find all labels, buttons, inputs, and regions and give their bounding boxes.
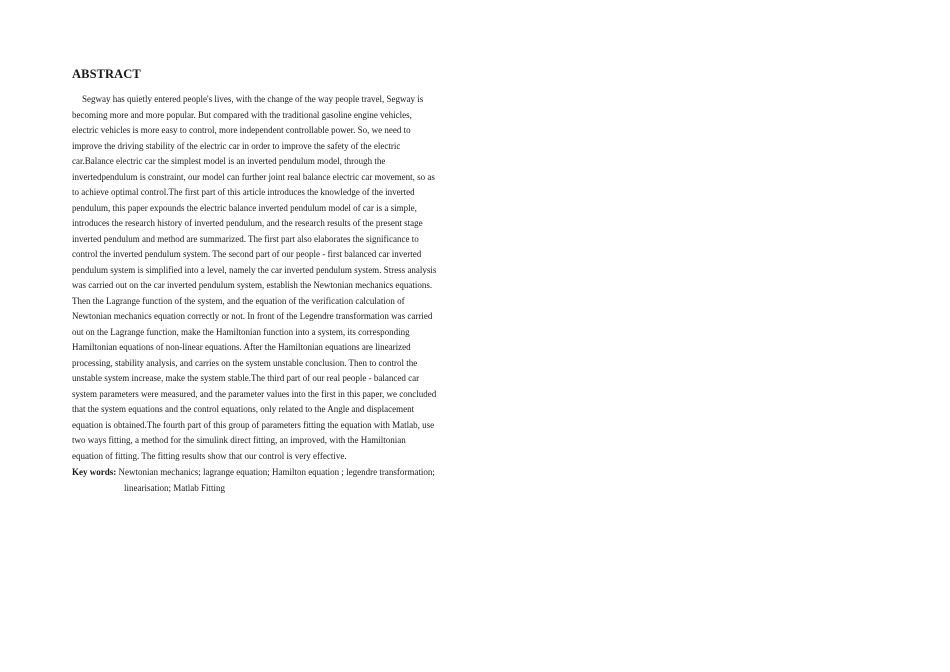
- abstract-line: pendulum, this paper expounds the electric balance inverted pendulum model of car is a simple,: [72, 202, 417, 213]
- keywords-section: [72, 465, 492, 496]
- abstract-line: Newtonian mechanics equation correctly or not. In front of the Legendre transformation was carried: [72, 311, 433, 321]
- abstract-line: out on the Lagrange function, make the Hamiltonian function into a system, its corresponding: [72, 326, 410, 337]
- abstract-line: Then the Lagrange function of the system, and the equation of the verification calculation of: [72, 295, 405, 306]
- abstract-line: two ways fitting, a method for the simulink direct fitting, an improved, with the Hamiltonian: [72, 435, 406, 445]
- keywords-text: Newtonian mechanics; lagrange equation; Hamilton equation ; legendre transformation;: [118, 467, 435, 477]
- abstract-line: improve the driving stability of the electric car in order to improve the safety of the electric: [72, 140, 401, 151]
- keywords-line-1: [72, 465, 492, 481]
- abstract-line: to achieve optimal control.The first part of this article introduces the knowledge of the inverted: [72, 187, 415, 197]
- abstract-line: unstable system increase, make the system stable.The third part of our real people - balanced car: [72, 373, 420, 383]
- abstract-line: that the system equations and the control equations, only related to the Angle and displacement: [72, 404, 415, 414]
- abstract-line: inverted pendulum and method are summarized. The first part also elaborates the significance to: [72, 233, 419, 244]
- abstract-line: equation of fitting. The fitting results show that our control is very effective.: [72, 450, 347, 461]
- abstract-line: was carried out on the car inverted pendulum system, establish the Newtonian mechanics equations.: [72, 280, 433, 290]
- keywords-label: Key words:: [72, 467, 117, 477]
- abstract-body: [72, 92, 492, 464]
- abstract-line: pendulum system is simplified into a level, namely the car inverted pendulum system. Stress analysis: [72, 264, 437, 275]
- abstract-line: equation is obtained.The fourth part of this group of parameters fitting the equation with Matlab, use: [72, 419, 435, 430]
- abstract-line: introduces the research history of inverted pendulum, and the research results of the present stage: [72, 218, 423, 228]
- abstract-line: Segway has quietly entered people's lives, with the change of the way people travel, Segway is: [82, 94, 424, 104]
- keywords-line-2: linearisation; Matlab Fitting: [124, 482, 225, 493]
- abstract-line: system parameters were measured, and the parameter values into the first in this paper, we concluded: [72, 388, 437, 399]
- abstract-line: Hamiltonian equations of non-linear equations. After the Hamiltonian equations are linearized: [72, 342, 411, 352]
- abstract-heading: ABSTRACT: [72, 67, 141, 81]
- abstract-line: control the inverted pendulum system. The second part of our people - first balanced car inverted: [72, 249, 422, 259]
- abstract-line: processing, stability analysis, and carries on the system unstable conclusion. Then to control the: [72, 357, 418, 368]
- abstract-line: becoming more and more popular. But compared with the traditional gasoline engine vehicles,: [72, 109, 412, 120]
- abstract-line: electric vehicles is more easy to control, more independent controllable power. So, we need to: [72, 125, 411, 135]
- abstract-line: invertedpendulum is constraint, our model can further joint real balance electric car movement, so as: [72, 171, 435, 182]
- abstract-page: [72, 66, 492, 496]
- abstract-line: car.Balance electric car the simplest model is an inverted pendulum model, through the: [72, 156, 386, 166]
